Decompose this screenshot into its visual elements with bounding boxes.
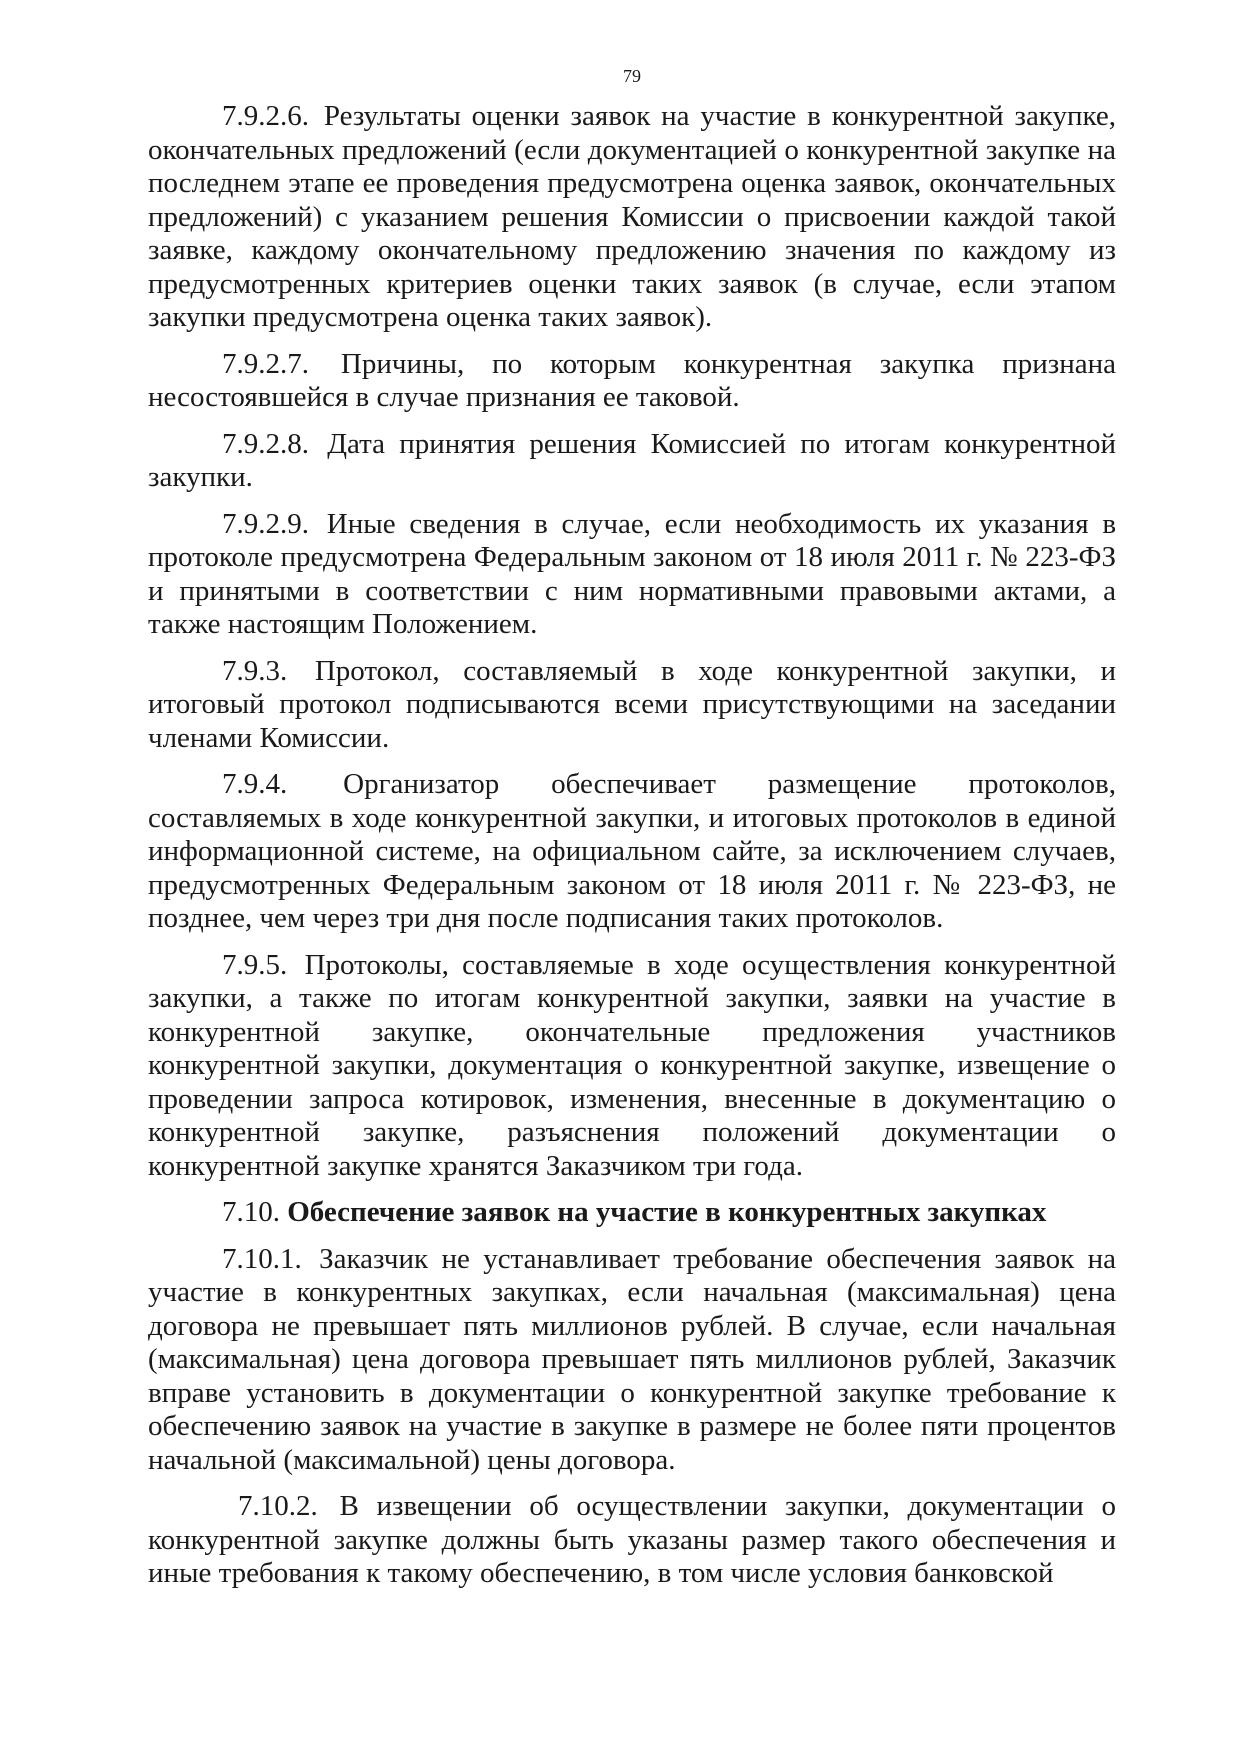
paragraph-number: 7.9.2.8. (222, 427, 309, 460)
paragraph-text: В извещении об осуществлении закупки, документации о конкурентной закупке должны быть указаны размер такого обеспечения и иные требования к такому обеспечению, в том числе условия банковской (148, 1490, 1116, 1589)
paragraph-number: 7.9.5. (222, 948, 288, 981)
document-page (148, 60, 1116, 1604)
paragraph-text: Результаты оценки заявок на участие в конкурентной закупке, окончательных предложений (если документацией о конкурентной закупке на последнем этапе ее проведения предусмотрена оценка заявок, окончательных предложений) с указанием решения Комиссии о присвоении каждой такой заявке, каждому окончательному предложению значения по каждому из предусмотренных критериев оценки таких заявок (в случае, если этапом закупки предусмотрена оценка таких заявок). (148, 100, 1116, 333)
paragraph-7-9-2-8 (148, 428, 1116, 495)
paragraph-text: Дата принятия решения Комиссией по итогам конкурентной закупки. (148, 427, 1117, 493)
paragraph-text: Организатор обеспечивает размещение протоколов, составляемых в ходе конкурентной закупки, и итоговых протоколов в единой информационной системе, на официальном сайте, за исключением случаев, предусмотренных Федеральным законом от 18 июля 2011 г. № 223-ФЗ, не позднее, чем через три дня после подписания таких протоколов. (148, 768, 1116, 934)
section-heading-7-10 (148, 1196, 1116, 1230)
paragraph-text: Причины, по которым конкурентная закупка признана несостоявшейся в случае признания ее таковой. (148, 347, 1117, 413)
paragraph-number: 7.9.3. (222, 654, 288, 687)
paragraph-text: Иные сведения в случае, если необходимость их указания в протоколе предусмотрена Федеральным законом от 18 июля 2011 г. № 223-ФЗ и принятыми в соответствии с ним нормативными правовыми актами, а также настоящим Положением. (148, 507, 1117, 640)
paragraph-7-9-4 (148, 768, 1116, 936)
section-title: Обеспечение заявок на участие в конкурентных закупках (287, 1196, 1047, 1228)
paragraph-7-9-5 (148, 949, 1116, 1184)
page-number: 79 (623, 66, 641, 86)
section-number: 7.10. (222, 1196, 280, 1228)
paragraph-7-9-3 (148, 655, 1116, 756)
paragraph-text: Заказчик не устанавливает требование обеспечения заявок на участие в конкурентных закупках, если начальная (максимальная) цена договора не превышает пять миллионов рублей. В случае, если начальная (максимальная) цена договора превышает пять миллионов рублей, Заказчик вправе установить в документации о конкурентной закупке требование к обеспечению заявок на участие в закупке в размере не более пяти процентов начальной (максимальной) цены договора. (148, 1242, 1116, 1476)
paragraph-number: 7.9.2.7. (222, 347, 309, 380)
paragraph-7-9-2-7 (148, 348, 1116, 415)
paragraph-number: 7.10.1. (222, 1242, 302, 1275)
paragraph-text: Протокол, составляемый в ходе конкурентной закупки, и итоговый протокол подписываются всеми присутствующими на заседании членами Комиссии. (148, 654, 1116, 754)
paragraph-text: Протоколы, составляемые в ходе осуществления конкурентной закупки, а также по итогам конкурентной закупки, заявки на участие в конкурентной закупке, окончательные предложения участников конкурентной закупки, документация о конкурентной закупке, извещение о проведении запроса котировок, изменения, внесенные в документацию о конкурентной закупке, разъяснения положений документации о конкурентной закупке хранятся Заказчиком три года. (148, 948, 1116, 1182)
paragraph-7-9-2-6 (148, 100, 1116, 335)
paragraph-number: 7.9.2.9. (222, 507, 309, 540)
paragraph-number: 7.9.2.6. (222, 100, 309, 132)
paragraph-7-10-1 (148, 1243, 1116, 1478)
paragraph-number: 7.9.4. (222, 768, 288, 800)
paragraph-7-10-2 (148, 1490, 1116, 1591)
paragraph-7-9-2-9 (148, 508, 1116, 642)
paragraph-number: 7.10.2. (238, 1490, 318, 1522)
